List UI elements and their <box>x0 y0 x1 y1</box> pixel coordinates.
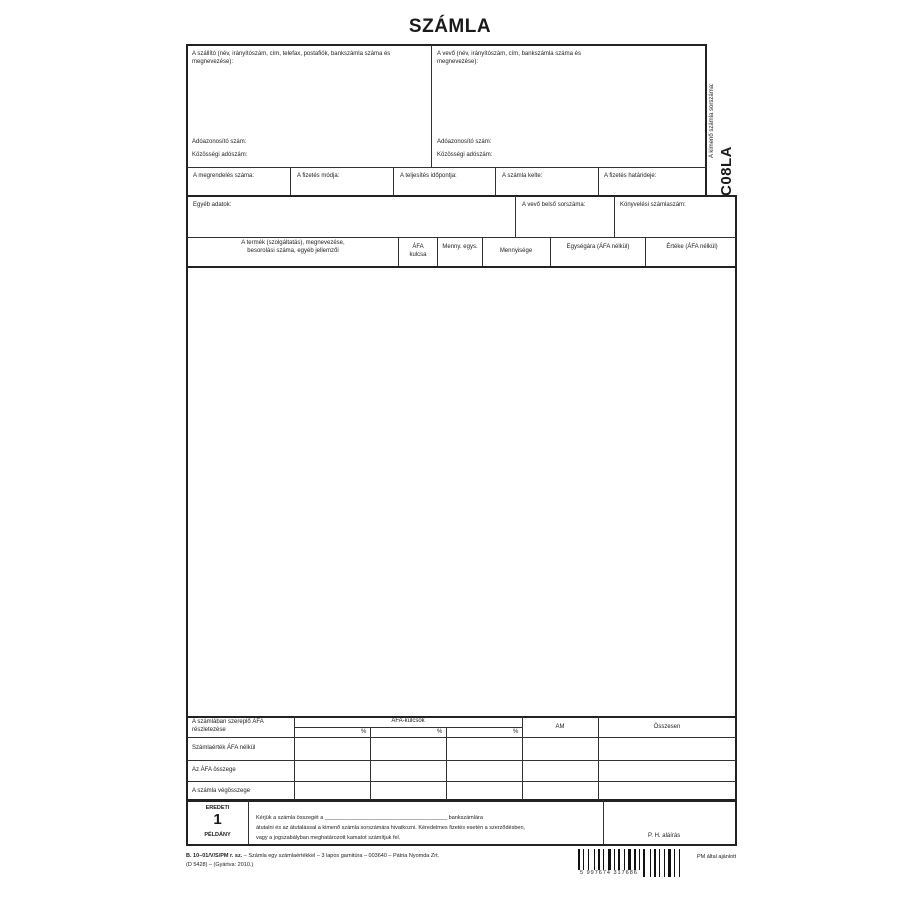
divider <box>482 237 483 266</box>
barcode-bar <box>652 849 653 877</box>
barcode-bar <box>676 849 678 877</box>
footer-line-2: (D 5428) – (Gyártva: 2010.) <box>186 862 254 868</box>
seller-eu-tax-id: Közösségi adószám: <box>192 152 248 158</box>
am-label: AM <box>555 724 565 730</box>
stamp-signature-label: P. H. aláírás <box>648 833 681 839</box>
main-frame <box>186 195 737 801</box>
barcode-bar <box>659 849 660 877</box>
percent-sign: % <box>361 729 367 735</box>
fulfillment-date-label: A teljesítés időpontja: <box>400 173 457 179</box>
ledger-account-label: Könyvelési számlaszám: <box>620 202 686 208</box>
divider <box>431 45 432 167</box>
divider <box>515 196 516 237</box>
payment-text-line: Kérjük a számla összegét a ________________________________________ bankszámlára <box>256 815 483 821</box>
copy-number: 1 <box>213 811 222 828</box>
copy-top-label: EREDETI <box>205 805 230 811</box>
barcode-bar <box>650 849 651 877</box>
barcode-bar <box>657 849 658 877</box>
barcode-bar <box>664 849 665 877</box>
buyer-internal-number-label: A vevő belső sorszáma: <box>522 202 586 208</box>
percent-sign: % <box>513 729 519 735</box>
divider <box>393 167 394 196</box>
barcode-bar <box>643 849 645 877</box>
barcode-bar <box>672 849 673 877</box>
divider <box>550 237 551 266</box>
divider <box>446 727 447 800</box>
form-code: C08LA <box>718 145 735 196</box>
form-catalog-code: B. 10–01/V/S/PM r. sz. <box>186 853 243 859</box>
vat-amount-label: Az ÁFA összege <box>192 767 236 773</box>
divider <box>187 237 736 238</box>
payment-text-line: átutalni és az átutalással a kimenő számla sorszámára hivatkozni. Kéredelmes fizetés esetén a szerződésben, <box>256 825 526 831</box>
vat-detail-label: A számlában szereplő ÁFA részletezése <box>192 719 264 733</box>
divider <box>398 237 399 266</box>
net-value-label: Számlaérték ÁFA nélkül <box>192 745 256 751</box>
barcode-bar <box>666 849 667 877</box>
grand-total-label: A számla végösszege <box>192 788 251 794</box>
barcode-bar <box>641 849 642 877</box>
divider <box>495 167 496 196</box>
divider <box>614 196 615 237</box>
order-number-label: A megrendelés száma: <box>193 173 255 179</box>
column-product: A termék (szolgáltatás), megnevezése, besorolási száma, egyéb jellemzői <box>241 240 345 254</box>
buyer-eu-tax-id: Közösségi adószám: <box>437 152 493 158</box>
copy-bottom-label: PÉLDÁNY <box>204 832 231 838</box>
invoice-date-label: A számla kelte: <box>502 173 543 179</box>
divider <box>645 237 646 266</box>
seller-tax-id: Adóazonosító szám: <box>192 139 247 145</box>
divider <box>187 781 736 782</box>
seller-label: A szállító (név, irányítószám, cím, telefax, postafiók, bankszámla száma és megnevezése): <box>192 51 391 65</box>
divider <box>187 266 736 268</box>
divider <box>290 167 291 196</box>
document-title: SZÁMLA <box>408 16 492 37</box>
column-unit: Menny. egys. <box>442 244 478 250</box>
other-data-label: Egyéb adatok: <box>193 202 232 208</box>
column-vat-rate: ÁFA kulcsa <box>409 244 427 258</box>
outgoing-invoice-number-label: A kimenő számla sorszáma: <box>709 83 715 158</box>
payment-method-label: A fizetés módja: <box>297 173 340 179</box>
divider <box>187 737 736 738</box>
barcode-number: 5 997674 317686 <box>580 870 638 876</box>
divider <box>294 727 522 728</box>
column-quantity: Mennyisége <box>499 248 533 254</box>
column-unit-price: Egységára (ÁFA nélkül) <box>566 244 630 250</box>
barcode-bar <box>654 849 656 877</box>
barcode-bar <box>679 849 680 877</box>
payment-text-line: vagy a jogszabályban meghatározott kamatot számítjuk fel. <box>256 835 401 841</box>
divider <box>187 760 736 761</box>
divider <box>370 727 371 800</box>
divider <box>187 167 706 168</box>
footer-recommended: PM által ajánlott <box>697 854 737 860</box>
column-value: Értéke (ÁFA nélkül) <box>666 244 718 250</box>
payment-deadline-label: A fizetés határideje: <box>604 173 657 179</box>
total-label: Összesen <box>653 724 681 730</box>
barcode-bar <box>668 849 671 877</box>
divider <box>294 716 295 800</box>
percent-sign: % <box>437 729 443 735</box>
vat-rates-label: ÁFA-kulcsok <box>391 718 425 724</box>
divider <box>437 237 438 266</box>
divider <box>598 167 599 196</box>
barcode-bar <box>661 849 663 877</box>
footer-line <box>186 853 439 860</box>
buyer-label: A vevő (név, irányítószám, cím, bankszámla száma és megnevezése): <box>437 51 581 65</box>
barcode-bar <box>674 849 675 877</box>
barcode-bar <box>681 849 683 877</box>
barcode-bar <box>646 849 649 877</box>
buyer-tax-id: Adóazonosító szám: <box>437 139 492 145</box>
form-description: – Számla egy számlaértékkel – 3 lapos garnitúra – 003640 – Pátria Nyomda Zrt. <box>243 853 440 859</box>
